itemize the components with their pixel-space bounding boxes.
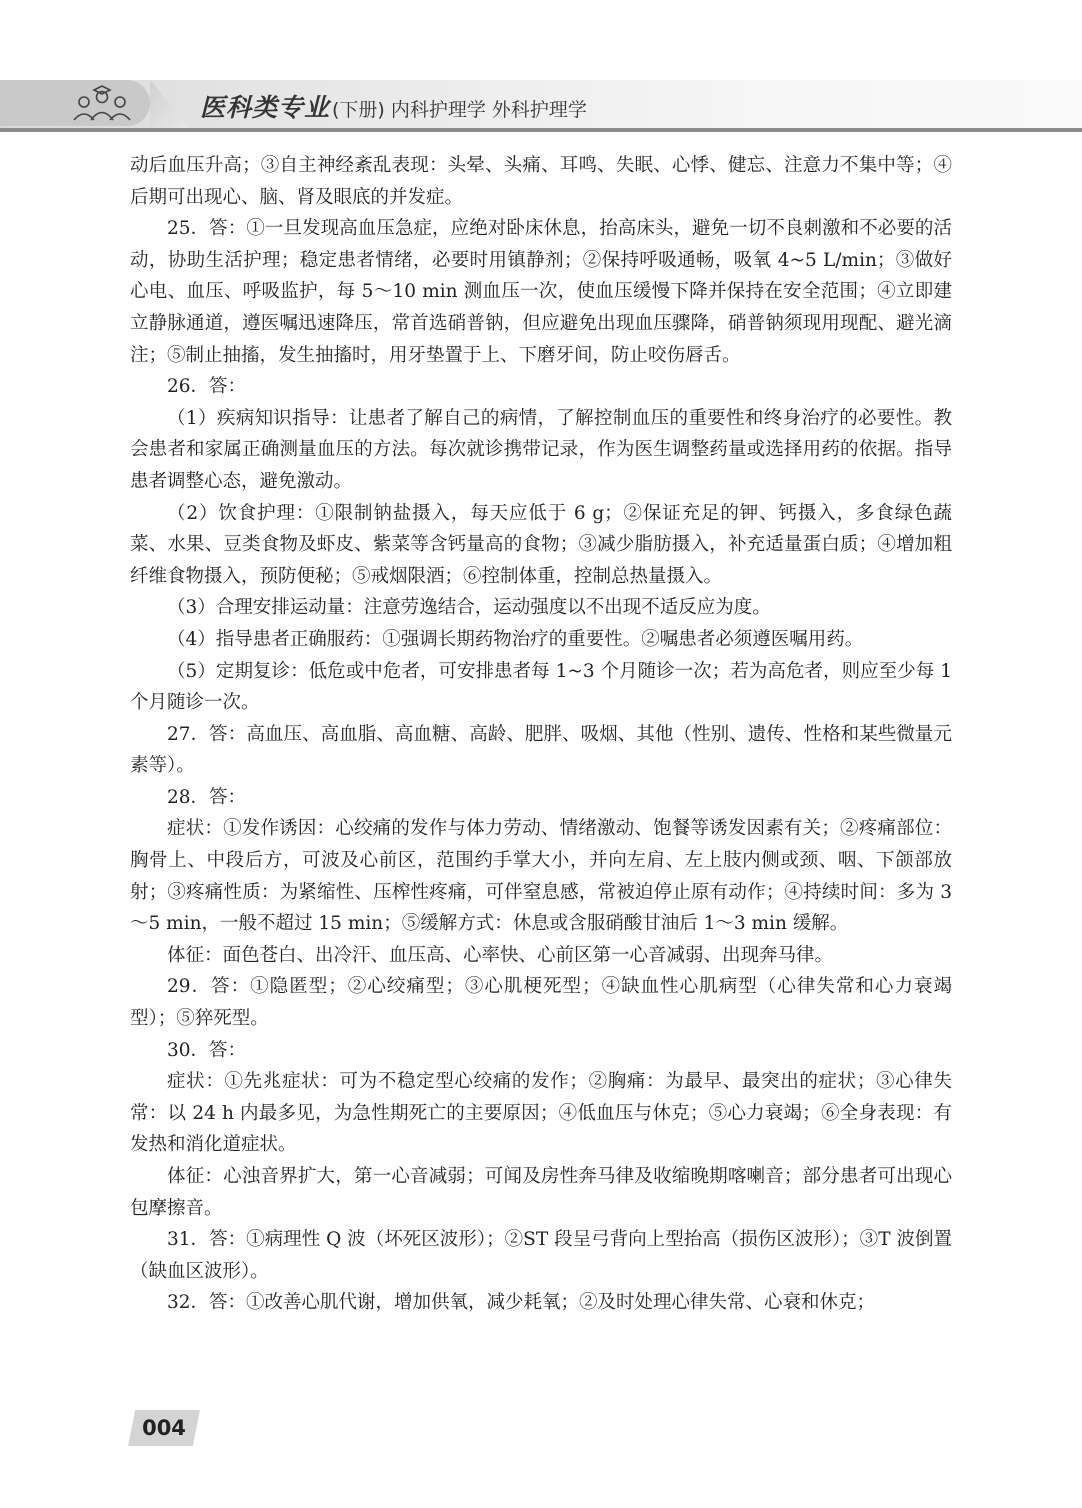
paragraph: （3）合理安排运动量：注意劳逸结合，运动强度以不出现不适反应为度。 <box>167 597 771 619</box>
answer-body <box>130 150 952 1319</box>
paragraph: 32．答：①改善心肌代谢，增加供氧，减少耗氧；②及时处理心律失常、心衰和休克； <box>167 1292 876 1314</box>
paragraph: （1）疾病知识指导：让患者了解自己的病情，了解控制血压的重要性和终身治疗的必要性。教会患者和家属正确测量血压的方法。每次就诊携带记录，作为医生调整药量或选择用药的依据。指导患者调整心态，避免激动。 <box>130 407 952 492</box>
paragraph: 31．答：①病理性 Q 波（坏死区波形）；②ST 段呈弓背向上型抬高（损伤区波形）；③T 波倒置（缺血区波形）。 <box>130 1229 952 1282</box>
paragraph: 25．答：①一旦发现高血压急症，应绝对卧床休息，抬高床头，避免一切不良刺激和不必要的活动，协助生活护理；稳定患者情绪，必要时用镇静剂；②保持呼吸通畅，吸氧 4~5 L/min；③做好心电、血压、呼吸监护，每 5～10 min 测血压一次，使血压缓慢下降并保持在安全范围；④立即建立静脉通道，遵医嘱迅速降压，常首选硝普钠，但应避免出现血压骤降，硝普钠须现用现配、避光滴注；⑤制止抽搐，发生抽搐时，用牙垫置于上、下磨牙间，防止咬伤唇舌。 <box>130 218 952 366</box>
paragraph: 体征：心浊音界扩大，第一心音减弱；可闻及房性奔马律及收缩晚期喀喇音；部分患者可出现心包摩擦音。 <box>130 1166 952 1219</box>
paragraph: 26．答： <box>167 376 247 398</box>
page-number: 004 <box>142 1416 186 1440</box>
paragraph: 29．答：①隐匿型；②心绞痛型；③心肌梗死型；④缺血性心肌病型（心律失常和心力衰竭型）；⑤猝死型。 <box>130 976 952 1030</box>
paragraph: 28．答： <box>167 786 247 808</box>
paragraph: 体征：面色苍白、出冷汗、血压高、心率快、心前区第一心音减弱、出现奔马律。 <box>167 944 834 966</box>
volume-label: (下册) <box>332 99 385 121</box>
paragraph: 症状：①发作诱因：心绞痛的发作与体力劳动、情绪激动、饱餐等诱发因素有关；②疼痛部位：胸骨上、中段后方，可波及心前区，范围约手掌大小，并向左肩、左上肢内侧或颈、咽、下颌部放射；③疼痛性质：为紧缩性、压榨性疼痛，可伴窒息感，常被迫停止原有动作；④持续时间：多为 3～5 min，一般不超过 15 min；⑤缓解方式：休息或含服硝酸甘油后 1～3 min 缓解。 <box>130 818 952 935</box>
paragraph: （5）定期复诊：低危或中危者，可安排患者每 1~3 个月随诊一次；若为高危者，则应至少每 1 个月随诊一次。 <box>130 660 952 714</box>
paragraph: 27．答：高血压、高血脂、高血糖、高龄、肥胖、吸烟、其他（性别、遗传、性格和某些微量元素等）。 <box>130 723 952 777</box>
paragraph: 30．答： <box>167 1039 247 1061</box>
paragraph: 症状：①先兆症状：可为不稳定型心绞痛的发作；②胸痛：为最早、最突出的症状；③心律失常：以 24 h 内最多见，为急性期死亡的主要原因；④低血压与休克；⑤心力衰竭；⑥全身表现：有发热和消化道症状。 <box>130 1071 952 1156</box>
paragraph: （2）饮食护理：①限制钠盐摄入，每天应低于 6 g；②保证充足的钾、钙摄入，多食绿色蔬菜、水果、豆类食物及虾皮、紫菜等含钙量高的食物；③减少脂肪摄入，补充适量蛋白质；④增加粗纤维食物摄入，预防便秘；⑤戒烟限酒；⑥控制体重，控制总热量摄入。 <box>130 502 952 587</box>
book-title: 医科类专业 <box>200 93 331 122</box>
graduates-icon <box>70 84 134 122</box>
paragraph: 动后血压升高；③自主神经紊乱表现：头晕、头痛、耳鸣、失眠、心悸、健忘、注意力不集中等；④后期可出现心、脑、肾及眼底的并发症。 <box>130 155 952 208</box>
header-rule <box>0 128 1082 132</box>
paragraph: （4）指导患者正确服药：①强调长期药物治疗的重要性。②嘱患者必须遵医嘱用药。 <box>167 628 864 650</box>
header-title <box>200 88 587 124</box>
subjects-label: 内科护理学 外科护理学 <box>390 99 587 121</box>
